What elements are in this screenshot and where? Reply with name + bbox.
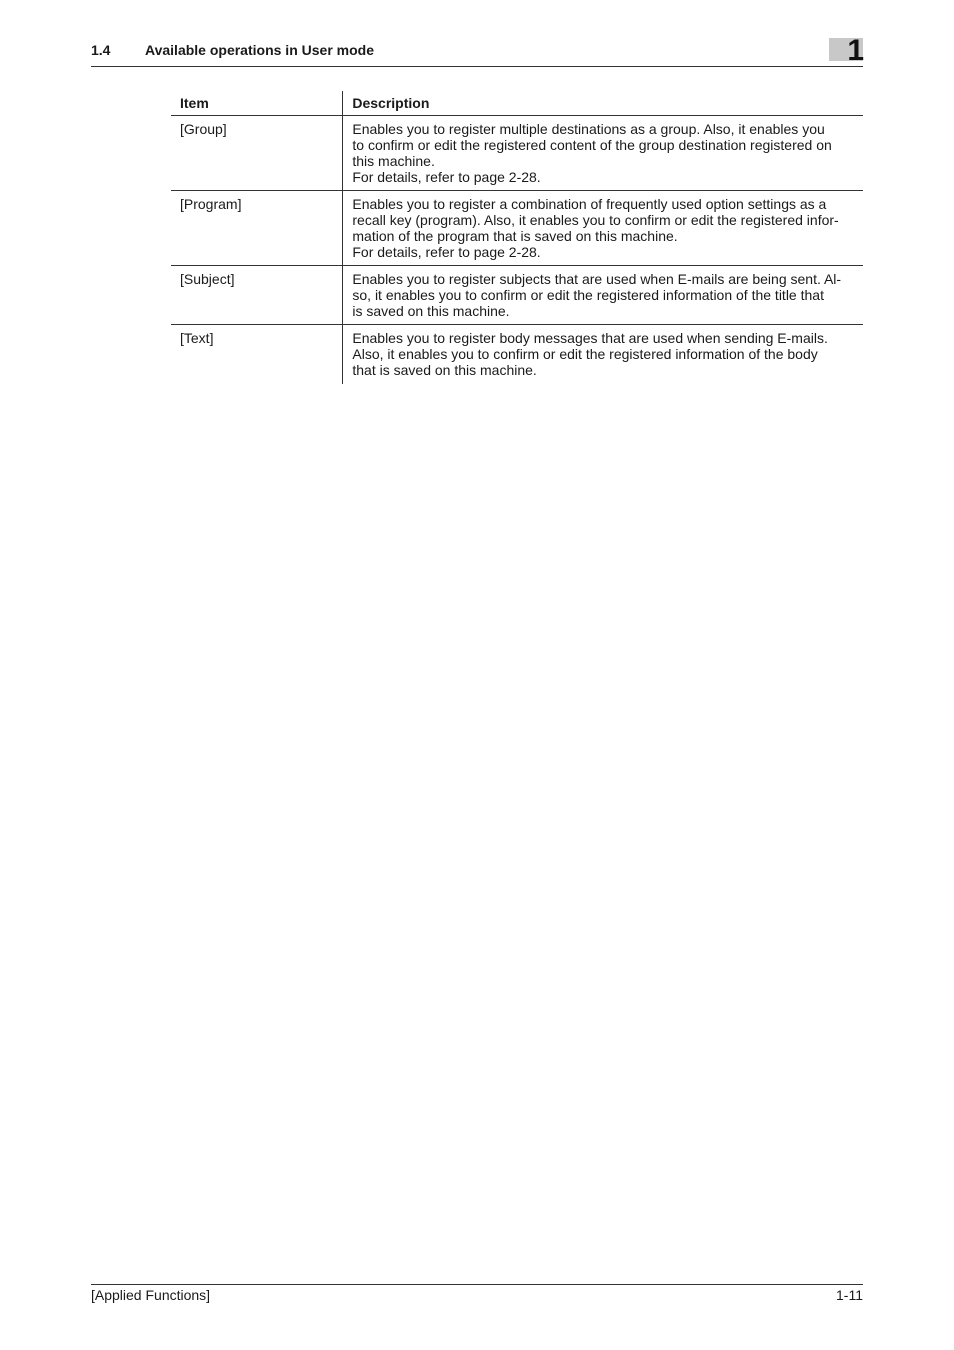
description-line: Enables you to register a combination of frequently used option settings as a — [352, 196, 827, 212]
page-header — [91, 40, 863, 67]
row-item-group: [Group] — [171, 116, 343, 191]
table-row — [171, 191, 863, 266]
page-number: 1-11 — [836, 1287, 863, 1303]
row-item-subject: [Subject] — [171, 266, 343, 325]
page-footer — [91, 1284, 863, 1303]
description-line: Also, it enables you to confirm or edit the registered information of the body — [352, 346, 818, 362]
description-line: For details, refer to page 2-28. — [352, 244, 541, 260]
chapter-badge — [829, 34, 864, 67]
table-row — [171, 116, 863, 191]
description-line: so, it enables you to confirm or edit the registered information of the title that — [352, 287, 824, 303]
table-header-row — [171, 91, 863, 116]
footer-manual-title: [Applied Functions] — [91, 1287, 211, 1303]
section-number: 1.4 — [91, 42, 111, 58]
description-line: this machine. — [352, 153, 435, 169]
section-title: Available operations in User mode — [145, 42, 374, 58]
table-row — [171, 325, 863, 385]
column-header-item: Item — [171, 91, 343, 116]
row-item-text: [Text] — [171, 325, 343, 385]
row-description-group — [343, 116, 863, 191]
table-row — [171, 266, 863, 325]
description-line: Enables you to register body messages that are used when sending E-mails. — [352, 330, 828, 346]
description-line: Enables you to register subjects that are used when E-mails are being sent. Al- — [352, 271, 842, 287]
row-description-text — [343, 325, 863, 385]
description-line: that is saved on this machine. — [352, 362, 537, 378]
row-description-subject — [343, 266, 863, 325]
operations-table — [171, 91, 863, 384]
row-description-program — [343, 191, 863, 266]
chapter-number: 1 — [847, 34, 864, 67]
row-item-program: [Program] — [171, 191, 343, 266]
column-header-description: Description — [343, 91, 863, 116]
description-line: For details, refer to page 2-28. — [352, 169, 541, 185]
description-line: is saved on this machine. — [352, 303, 510, 319]
description-line: Enables you to register multiple destinations as a group. Also, it enables you — [352, 121, 825, 137]
description-line: recall key (program). Also, it enables you to confirm or edit the registered infor- — [352, 212, 839, 228]
description-line: to confirm or edit the registered content of the group destination registered on — [352, 137, 832, 153]
description-line: mation of the program that is saved on this machine. — [352, 228, 678, 244]
